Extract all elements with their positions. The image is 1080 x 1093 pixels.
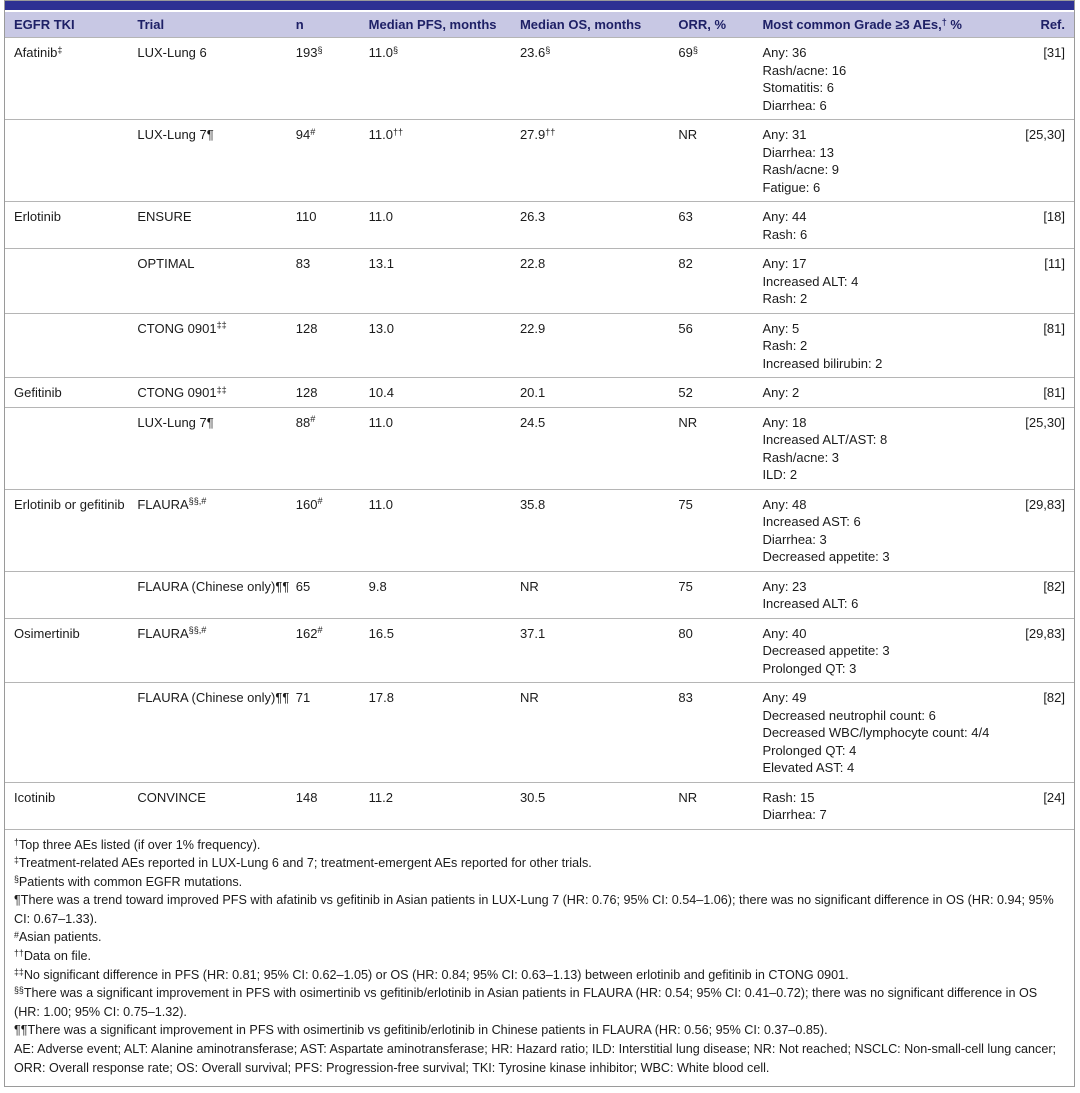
cell-orr: 63 (678, 202, 762, 249)
cell-orr: 52 (678, 378, 762, 408)
ae-line: Any: 36 (762, 45, 807, 60)
cell-aes (762, 782, 1008, 829)
table-body (5, 38, 1074, 829)
cell-orr: 75 (678, 571, 762, 618)
cell-drug: Icotinib (5, 782, 137, 829)
cell-aes (762, 313, 1008, 378)
footnotes-block (5, 829, 1074, 1087)
table-title-bar (5, 1, 1074, 12)
cell-aes (762, 202, 1008, 249)
ae-line: Rash/acne: 3 (762, 449, 840, 465)
cell-drug: Osimertinib (5, 618, 137, 683)
ae-line: Any: 48 (762, 496, 807, 512)
column-header-n: n (296, 12, 369, 38)
cell-os: 30.5 (520, 782, 678, 829)
cell-aes (762, 38, 1008, 120)
table-row (5, 378, 1074, 408)
cell-orr: 69§ (678, 38, 762, 120)
cell-pfs: 9.8 (369, 571, 520, 618)
cell-ref: [29,83] (1008, 618, 1074, 683)
cell-aes (762, 489, 1008, 571)
ae-line: Any: 40 (762, 625, 807, 641)
cell-aes (762, 683, 1008, 783)
footnote: ††Data on file. (14, 948, 92, 964)
table-row (5, 249, 1074, 314)
ae-line: Any: 17 (762, 256, 807, 271)
cell-aes (762, 571, 1008, 618)
cell-trial: ENSURE (137, 202, 295, 249)
cell-os: 23.6§ (520, 38, 678, 120)
cell-drug (5, 571, 137, 618)
cell-os: 26.3 (520, 202, 678, 249)
cell-pfs: 17.8 (369, 683, 520, 783)
table-row (5, 489, 1074, 571)
column-header-aes: Most common Grade ≥3 AEs,† % (762, 12, 1008, 38)
cell-drug: Afatinib‡ (5, 38, 137, 120)
footnote: †Top three AEs listed (if over 1% frequency). (14, 836, 261, 852)
cell-aes (762, 407, 1008, 489)
cell-pfs: 11.0 (369, 202, 520, 249)
table-row (5, 38, 1074, 120)
cell-n: 128 (296, 313, 369, 378)
cell-n: 128 (296, 378, 369, 408)
cell-pfs: 10.4 (369, 378, 520, 408)
cell-n: 83 (296, 249, 369, 314)
cell-orr: 83 (678, 683, 762, 783)
cell-orr: NR (678, 407, 762, 489)
footnote: §§There was a significant improvement in PFS with osimertinib vs gefitinib/erlotinib in Asian patients in FLAURA (HR: 0.54; 95% CI: 0.41–0.72); there was no significant difference in OS (HR: 1.00; 95% CI: 0.75–1.32). (14, 985, 1038, 1019)
cell-trial: FLAURA (Chinese only)¶¶ (137, 683, 295, 783)
cell-os: 37.1 (520, 618, 678, 683)
ae-line: Rash: 2 (762, 291, 808, 306)
cell-trial: CONVINCE (137, 782, 295, 829)
table-row (5, 571, 1074, 618)
cell-aes (762, 618, 1008, 683)
cell-pfs: 13.1 (369, 249, 520, 314)
footnote: ‡Treatment-related AEs reported in LUX-Lung 6 and 7; treatment-emergent AEs reported for other trials. (14, 855, 592, 871)
cell-trial: LUX-Lung 7¶ (137, 120, 295, 202)
ae-line: Elevated AST: 4 (762, 760, 855, 775)
ae-line: Decreased WBC/lymphocyte count: 4/4 (762, 725, 990, 740)
cell-ref: [81] (1008, 378, 1074, 408)
ae-line: Any: 23 (762, 578, 807, 594)
cell-ref: [18] (1008, 202, 1074, 249)
cell-n: 110 (296, 202, 369, 249)
ae-line: Decreased appetite: 3 (762, 549, 890, 564)
ae-line: Increased ALT: 6 (762, 596, 859, 611)
cell-drug: Erlotinib (5, 202, 137, 249)
ae-line: Any: 44 (762, 209, 807, 224)
ae-line: Increased bilirubin: 2 (762, 355, 883, 371)
footnote: AE: Adverse event; ALT: Alanine aminotransferase; AST: Aspartate aminotransferase; HR: Hazard ratio; ILD: Interstitial lung disease; NR: Not reached; NSCLC: Non-small-cell lung cancer; ORR: Overall response rate; OS: Overall survival; PFS: Progression-free survival; TKI: Tyrosine kinase inhibitor; WBC: White blood cell. (14, 1042, 1057, 1075)
footnote: §Patients with common EGFR mutations. (14, 873, 243, 889)
cell-n: 162# (296, 618, 369, 683)
ae-line: Prolonged QT: 4 (762, 742, 857, 758)
cell-trial: OPTIMAL (137, 249, 295, 314)
ae-line: Any: 5 (762, 320, 800, 336)
table-row (5, 202, 1074, 249)
cell-os: NR (520, 571, 678, 618)
ae-line: ILD: 2 (762, 467, 798, 482)
column-header-drug: EGFR TKI (5, 12, 137, 38)
ae-line: Diarrhea: 3 (762, 531, 827, 547)
table-row (5, 683, 1074, 783)
cell-trial: LUX-Lung 6 (137, 38, 295, 120)
ae-line: Rash: 6 (762, 226, 808, 242)
cell-drug (5, 120, 137, 202)
ae-line: Stomatitis: 6 (762, 80, 834, 95)
ae-line: Prolonged QT: 3 (762, 660, 857, 676)
cell-pfs: 11.0 (369, 407, 520, 489)
cell-ref: [31] (1008, 38, 1074, 120)
ae-line: Any: 2 (762, 385, 800, 400)
header-row (5, 12, 1074, 38)
ae-line: Rash/acne: 9 (762, 162, 840, 177)
cell-n: 88# (296, 407, 369, 489)
ae-line: Increased ALT: 4 (762, 273, 859, 289)
cell-os: 22.8 (520, 249, 678, 314)
cell-trial: CTONG 0901‡‡ (137, 313, 295, 378)
cell-n: 160# (296, 489, 369, 571)
ae-line: Diarrhea: 13 (762, 144, 834, 160)
cell-pfs: 13.0 (369, 313, 520, 378)
cell-pfs: 11.0†† (369, 120, 520, 202)
cell-ref: [29,83] (1008, 489, 1074, 571)
cell-orr: NR (678, 120, 762, 202)
cell-ref: [81] (1008, 313, 1074, 378)
cell-os: 20.1 (520, 378, 678, 408)
cell-ref: [24] (1008, 782, 1074, 829)
cell-trial: FLAURA§§,# (137, 489, 295, 571)
column-header-trial: Trial (137, 12, 295, 38)
table-row (5, 120, 1074, 202)
cell-drug (5, 683, 137, 783)
ae-line: Rash/acne: 16 (762, 62, 847, 78)
cell-drug (5, 313, 137, 378)
ae-line: Any: 18 (762, 414, 807, 430)
cell-n: 94# (296, 120, 369, 202)
column-header-ref: Ref. (1008, 12, 1074, 38)
table-row (5, 618, 1074, 683)
table-row (5, 782, 1074, 829)
cell-pfs: 11.0§ (369, 38, 520, 120)
ae-line: Any: 49 (762, 690, 807, 705)
column-header-orr: ORR, % (678, 12, 762, 38)
cell-aes (762, 249, 1008, 314)
cell-n: 71 (296, 683, 369, 783)
cell-orr: 80 (678, 618, 762, 683)
column-header-pfs: Median PFS, months (369, 12, 520, 38)
ae-line: Rash: 15 (762, 789, 815, 805)
ae-line: Increased AST: 6 (762, 514, 861, 529)
table-sheet (4, 0, 1075, 1087)
cell-orr: 56 (678, 313, 762, 378)
cell-os: 35.8 (520, 489, 678, 571)
cell-ref: [11] (1008, 249, 1074, 314)
cell-os: 24.5 (520, 407, 678, 489)
footnote: ¶There was a trend toward improved PFS with afatinib vs gefitinib in Asian patients in LUX-Lung 7 (HR: 0.76; 95% CI: 0.54–1.06); there was no significant difference in OS (HR: 0.94; 95% CI: 0.67–1.33). (14, 893, 1054, 926)
cell-n: 65 (296, 571, 369, 618)
table-row (5, 407, 1074, 489)
cell-trial: FLAURA (Chinese only)¶¶ (137, 571, 295, 618)
cell-drug (5, 249, 137, 314)
cell-orr: 75 (678, 489, 762, 571)
footnote: #Asian patients. (14, 929, 102, 945)
cell-os: 22.9 (520, 313, 678, 378)
footnote: ‡‡No significant difference in PFS (HR: 0.81; 95% CI: 0.62–1.05) or OS (HR: 0.84; 95% CI: 0.63–1.13) between erlotinib and gefitinib in CTONG 0901. (14, 966, 849, 982)
cell-drug: Gefitinib (5, 378, 137, 408)
cell-ref: [25,30] (1008, 120, 1074, 202)
cell-pfs: 11.0 (369, 489, 520, 571)
ae-line: Diarrhea: 6 (762, 97, 827, 113)
cell-n: 148 (296, 782, 369, 829)
tki-trials-table (5, 12, 1074, 829)
ae-line: Diarrhea: 7 (762, 807, 827, 822)
cell-drug: Erlotinib or gefitinib (5, 489, 137, 571)
cell-trial: LUX-Lung 7¶ (137, 407, 295, 489)
cell-orr: 82 (678, 249, 762, 314)
column-header-os: Median OS, months (520, 12, 678, 38)
cell-orr: NR (678, 782, 762, 829)
cell-n: 193§ (296, 38, 369, 120)
footnote: ¶¶There was a significant improvement in PFS with osimertinib vs gefitinib/erlotinib in Chinese patients in FLAURA (HR: 0.56; 95% CI: 0.37–0.85). (14, 1023, 828, 1038)
cell-aes (762, 378, 1008, 408)
cell-trial: FLAURA§§,# (137, 618, 295, 683)
ae-line: Any: 31 (762, 127, 807, 142)
cell-drug (5, 407, 137, 489)
ae-line: Rash: 2 (762, 338, 808, 353)
cell-pfs: 16.5 (369, 618, 520, 683)
cell-ref: [25,30] (1008, 407, 1074, 489)
cell-pfs: 11.2 (369, 782, 520, 829)
cell-os: NR (520, 683, 678, 783)
cell-aes (762, 120, 1008, 202)
ae-line: Decreased neutrophil count: 6 (762, 707, 936, 723)
cell-ref: [82] (1008, 683, 1074, 783)
cell-os: 27.9†† (520, 120, 678, 202)
cell-ref: [82] (1008, 571, 1074, 618)
ae-line: Increased ALT/AST: 8 (762, 432, 888, 447)
ae-line: Fatigue: 6 (762, 179, 821, 195)
ae-line: Decreased appetite: 3 (762, 643, 890, 658)
table-row (5, 313, 1074, 378)
cell-trial: CTONG 0901‡‡ (137, 378, 295, 408)
table-header (5, 12, 1074, 38)
